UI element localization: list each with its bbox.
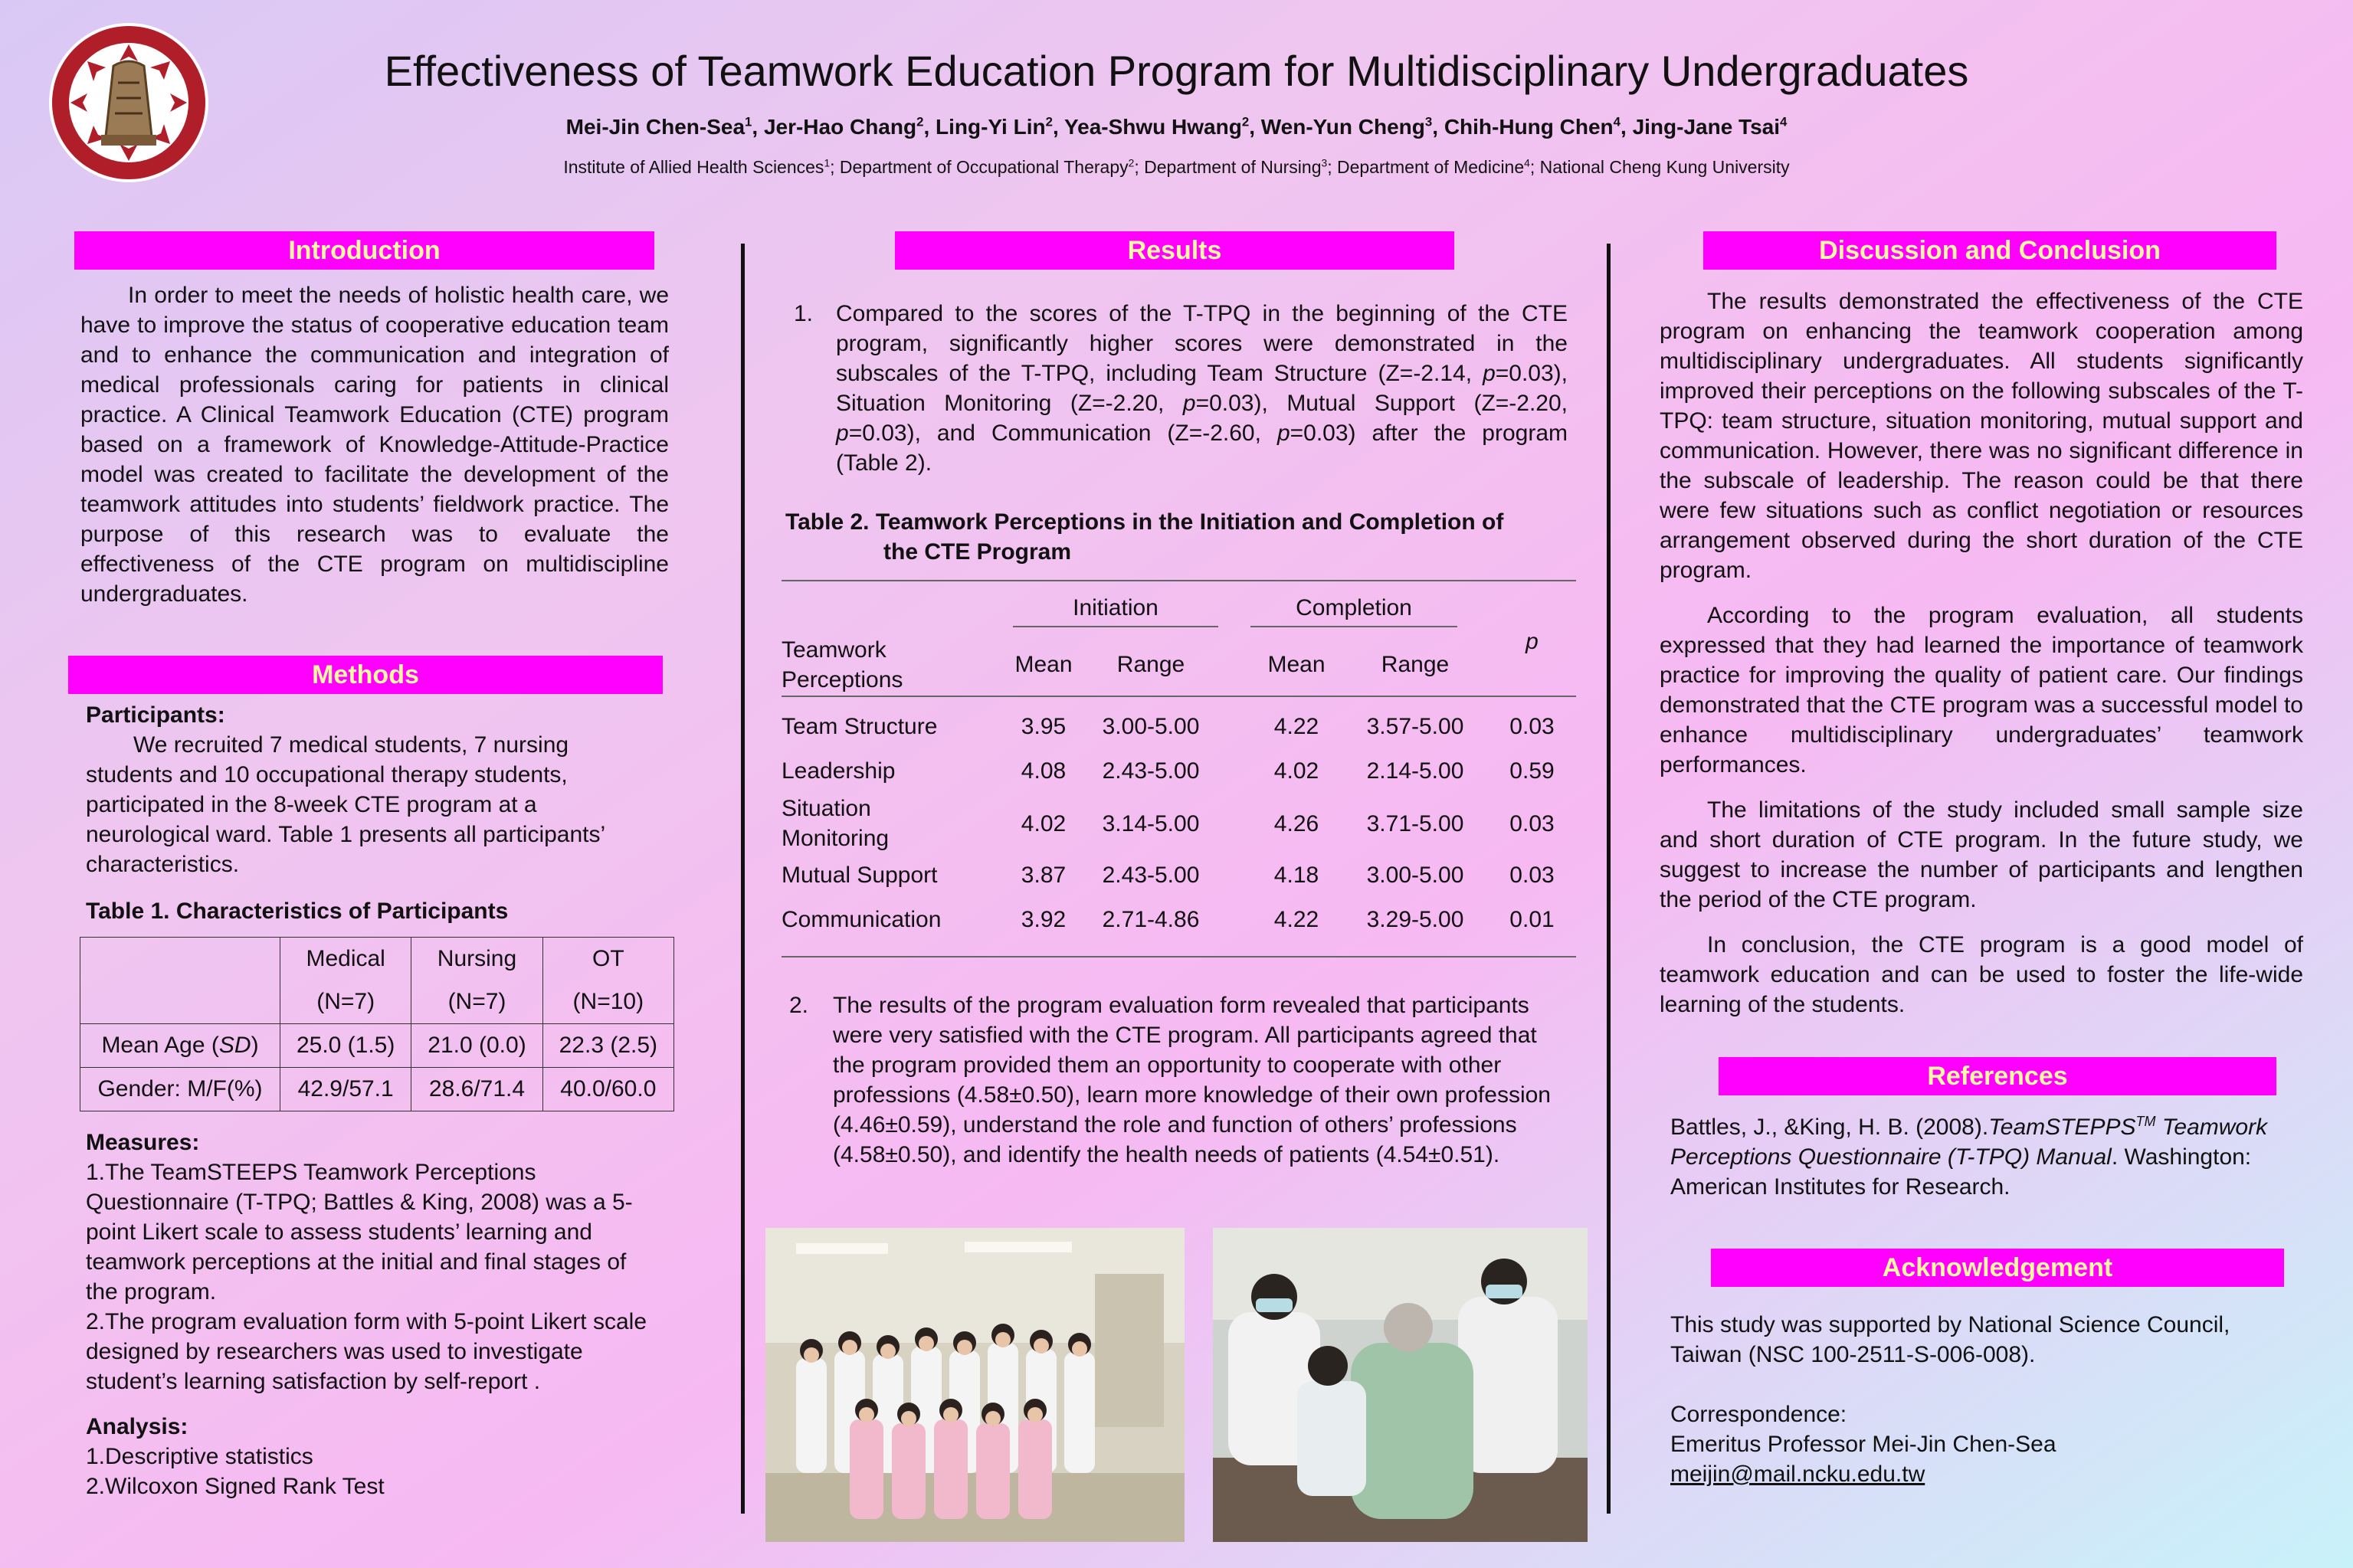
- table2-caption-line1: Table 2. Teamwork Perceptions in the Initiation and Completion of: [785, 509, 1504, 535]
- table2-init-mean: 3.92: [1021, 907, 1067, 932]
- table2-row-label: Situation Monitoring: [782, 796, 890, 851]
- affiliation-name: Department of Occupational Therapy: [839, 157, 1129, 177]
- discussion-paragraph-3: The limitations of the study included small sample size and short duration of CTE program. In the future study, we suggest to increase the number of participants and lengthen the period of the CTE program.: [1660, 797, 2303, 912]
- analysis-label: Analysis:: [86, 1414, 188, 1439]
- table1-corner-cell: [80, 938, 280, 1024]
- table2-comp-mean: 4.02: [1273, 758, 1319, 784]
- author-affiliation-marker: 1: [745, 114, 752, 129]
- affiliation-name: Department of Nursing: [1144, 157, 1322, 177]
- poster-title: Effectiveness of Teamwork Education Program for Multidisciplinary Undergraduates: [384, 47, 1969, 95]
- table-row: [782, 696, 1576, 749]
- table-row: [782, 853, 1576, 898]
- email-link[interactable]: meijin@mail.ncku.edu.tw: [1670, 1462, 1925, 1487]
- analysis-item-1: 1.Descriptive statistics: [86, 1444, 313, 1469]
- reference-title-a: TeamSTEPPS: [1988, 1115, 2136, 1140]
- table2-comp-range: 3.00-5.00: [1366, 863, 1464, 888]
- author-name: Ling-Yi Lin: [936, 115, 1046, 139]
- introduction-text: In order to meet the needs of holistic health care, we have to improve the status of cooperative education team and to enhance the communication and integration of medical professionals caring for patients in clinical practice. A Clinical Teamwork Education (CTE) program based on a framework of Knowledge-Attitude-Practice model was created to facilitate the development of the teamwork attitudes into students’ fieldwork practice. The purpose of this research was to evaluate the effectiveness of the CTE program on multidiscipline undergraduates.: [80, 283, 669, 607]
- table1-cell: 42.9/57.1: [280, 1068, 411, 1111]
- results-item-1-text: Compared to the scores of the T-TPQ in the beginning of the CTE program, significantly higher scores were demonstrated in the subscales of the T-TPQ, including Team Structure (Z=-2.14, p=0.03), Situation Monitoring (Z=-2.20, p=0.03), Mutual Support (Z=-2.20, p=0.03), and Communication (Z=-2.60, p=0.03) after the program (Table 2).: [836, 301, 1568, 476]
- table1-header-row: [80, 938, 674, 981]
- author-name: Jing-Jane Tsai: [1632, 115, 1780, 139]
- author-affiliation-marker: 2: [1241, 114, 1250, 129]
- table2-col-init-mean: Mean: [1014, 652, 1073, 677]
- table2-comp-mean: 4.22: [1273, 907, 1319, 932]
- table2-p-value: 0.59: [1509, 758, 1555, 784]
- table2-init-mean: 3.87: [1021, 863, 1067, 888]
- table2-col-comp-mean: Mean: [1267, 652, 1326, 677]
- discussion-heading: Discussion and Conclusion: [1703, 231, 2276, 270]
- affiliation-list: Institute of Allied Health Sciences$^1$; Department of Occupational Therapy$^2$; Department of Nursing$^3$; Department of Medicine$^4$; National Cheng Kung University: [563, 157, 1790, 177]
- table2-p-value: 0.03: [1509, 863, 1555, 888]
- author-affiliation-marker: 2: [916, 114, 924, 129]
- acknowledgement-support: This study was supported by National Science Council, Taiwan (NSC 100-2511-S-006-008).: [1670, 1312, 2230, 1367]
- author-list: Mei-Jin Chen-Sea$^1$, Jer-Hao Chang$^2$, Ling-Yi Lin$^2$, Yea-Shwu Hwang$^2$, Wen-Yun Cheng$^3$, Chih-Hung Chen$^4$, Jing-Jane Tsai$^4$: [565, 114, 1788, 139]
- table2-init-range: 3.00-5.00: [1102, 714, 1200, 739]
- table2-comp-mean: 4.18: [1273, 863, 1319, 888]
- table2-init-range: 2.43-5.00: [1102, 863, 1200, 888]
- table1-cell: 25.0 (1.5): [280, 1024, 411, 1068]
- table2-p-value: 0.01: [1509, 907, 1555, 932]
- table-row: [80, 1024, 674, 1068]
- table2-bottom-rule: [782, 956, 1576, 957]
- reference-entry: [1670, 1112, 2329, 1202]
- table1-cell: 28.6/71.4: [411, 1068, 542, 1111]
- table1-row-label-gender: Gender: M/F(%): [80, 1068, 280, 1111]
- table2-col-label: Teamwork Perceptions: [782, 637, 903, 692]
- table1-cell: 40.0/60.0: [542, 1068, 673, 1111]
- author-affiliation-marker: 3: [1424, 114, 1433, 129]
- table2-comp-range: 2.14-5.00: [1366, 758, 1464, 784]
- table2-col-comp-range: Range: [1381, 652, 1450, 677]
- discussion-paragraph-2: According to the program evaluation, all students expressed that they had learned the importance of teamwork practice for improving the quality of patient care. Our findings demonstrated that the CTE program was a successful model to enhance multidisciplinary undergraduates’ teamwork performances.: [1660, 603, 2303, 777]
- affiliation-name: Department of Medicine: [1336, 157, 1525, 177]
- table1-n-medical: (N=7): [280, 980, 411, 1024]
- university-name: National Cheng Kung University: [1539, 157, 1790, 177]
- table1-n-ot: (N=10): [542, 980, 673, 1024]
- table1-row-label-age: Mean Age (SD): [80, 1024, 280, 1068]
- table2-caption-line2: the CTE Program: [883, 539, 1072, 565]
- table1-col-nursing: Nursing: [411, 938, 542, 981]
- clinical-practice-photo: [1213, 1228, 1588, 1542]
- results-heading: Results: [895, 231, 1454, 270]
- results-item-1: 1. Compared to the scores of the T-TPQ in the beginning of the CTE program, significantly higher scores were demonstrated in the subscales of the T-TPQ, including Team Structure (Z=-2.14, p=0.03), Situation Monitoring (Z=-2.20, p=0.03), Mutual Support (Z=-2.20, p=0.03), and Communication (Z=-2.60, p=0.03) after the program (Table 2).: [794, 299, 1568, 478]
- table2-caption: [785, 507, 1575, 567]
- table2-comp-mean: 4.26: [1273, 810, 1319, 836]
- table2-row-label: Leadership: [782, 758, 896, 784]
- table1-cell: 21.0 (0.0): [411, 1024, 542, 1068]
- table2-col-p: p: [1526, 629, 1539, 654]
- measure-item-2: 2.The program evaluation form with 5-point Likert scale designed by researchers was used to investigate student’s learning satisfaction by self-report .: [86, 1309, 647, 1394]
- table2-row-label: Communication: [782, 907, 942, 932]
- table1-cell: 22.3 (2.5): [542, 1024, 673, 1068]
- measures-block: [86, 1128, 662, 1501]
- table2-comp-mean: 4.22: [1273, 714, 1319, 739]
- table1-col-medical: Medical: [280, 938, 411, 981]
- affiliation-marker: 1: [824, 157, 831, 169]
- affiliation-marker: 2: [1128, 157, 1135, 169]
- table2-init-mean: 3.95: [1021, 714, 1067, 739]
- table2-group-row: [782, 588, 1576, 634]
- reference-authors: Battles, J., &King, H. B. (2008).: [1670, 1115, 1989, 1140]
- author-affiliation-marker: 4: [1613, 114, 1621, 129]
- table2-comp-range: 3.57-5.00: [1366, 714, 1464, 739]
- reference-publisher: . Washington: American Institutes for Research.: [1670, 1144, 2252, 1200]
- table2-comp-range: 3.29-5.00: [1366, 907, 1464, 932]
- table-row: [80, 1068, 674, 1111]
- reference-title-b: Teamwork Perceptions Questionnaire (T-TPQ) Manual: [1670, 1115, 2268, 1170]
- table1-n-nursing: (N=7): [411, 980, 542, 1024]
- table2-col-init-range: Range: [1116, 652, 1185, 677]
- participants-block: [86, 700, 622, 879]
- group-photo: [765, 1228, 1185, 1542]
- correspondence-label: Correspondence:: [1670, 1402, 1847, 1427]
- table-participants: [80, 937, 674, 1111]
- author-name: Wen-Yun Cheng: [1260, 115, 1425, 139]
- column-divider-right: [1607, 244, 1611, 1514]
- author-name: Mei-Jin Chen-Sea: [565, 115, 746, 139]
- analysis-item-2: 2.Wilcoxon Signed Rank Test: [86, 1474, 385, 1499]
- table-row: [782, 749, 1576, 794]
- results-item-2: 2. The results of the program evaluation form revealed that participants were very satisfied with the CTE program. All participants agreed that the program provided them an opportunity to cooperate with other professions (4.58±0.50), learn more knowledge of their own profession (4.46±0.59), understand the role and function of others’ professions (4.58±0.50), and identify the health needs of patients (4.54±0.51).: [789, 990, 1555, 1170]
- measure-item-1: 1.The TeamSTEEPS Teamwork Perceptions Questionnaire (T-TPQ; Battles & King, 2008) was a 5-point Likert scale to assess students’ learning and teamwork perceptions at the initial and final stages of the program.: [86, 1160, 633, 1304]
- participants-label: Participants:: [86, 702, 225, 728]
- affiliation-name: Institute of Allied Health Sciences: [563, 157, 824, 177]
- discussion-paragraph-1: The results demonstrated the effectiveness of the CTE program on enhancing the teamwork cooperation among multidisciplinary undergraduates. All students significantly improved their perceptions on the following subscales of the T-TPQ: team structure, situation monitoring, mutual support and communication. However, there was no significant difference in the subscale of leadership. The reason could be that there were few situations such as conflict negotiation or resources arrangement observed during the short duration of the CTE program.: [1660, 289, 2303, 583]
- column-divider-left: [741, 244, 745, 1514]
- affiliation-marker: 3: [1321, 157, 1328, 169]
- table1-caption: Table 1. Characteristics of Participants: [86, 899, 509, 924]
- author-affiliation-marker: 4: [1780, 114, 1788, 129]
- table2-top-rule: [782, 580, 1576, 581]
- table2-group-initiation: Initiation: [1013, 595, 1218, 627]
- table2-header-row: [782, 634, 1576, 696]
- discussion-paragraph-4: In conclusion, the CTE program is a good model of teamwork education and can be used to foster the life-wide learning of the students.: [1660, 932, 2303, 1017]
- introduction-heading: Introduction: [74, 231, 654, 270]
- author-name: Yea-Shwu Hwang: [1064, 115, 1242, 139]
- table-row: [782, 898, 1576, 942]
- table2-p-value: 0.03: [1509, 714, 1555, 739]
- reference-tm: TM: [2135, 1114, 2156, 1129]
- author-affiliation-marker: 2: [1045, 114, 1053, 129]
- table2-comp-range: 3.71-5.00: [1366, 810, 1464, 836]
- measures-label: Measures:: [86, 1130, 200, 1155]
- table2-row-label: Mutual Support: [782, 863, 938, 888]
- methods-heading: Methods: [68, 656, 663, 694]
- table2-init-mean: 4.08: [1021, 758, 1067, 784]
- table2-init-mean: 4.02: [1021, 810, 1067, 836]
- table-row: [782, 794, 1576, 853]
- table2-p-value: 0.03: [1509, 810, 1555, 836]
- table-teamwork-perceptions: [782, 588, 1576, 942]
- discussion-block: [1660, 286, 2303, 1020]
- table2-init-range: 3.14-5.00: [1102, 810, 1200, 836]
- correspondence-name: Emeritus Professor Mei-Jin Chen-Sea: [1670, 1432, 2056, 1457]
- table1-col-ot: OT: [542, 938, 673, 981]
- affiliation-marker: 4: [1524, 157, 1530, 169]
- participants-text: We recruited 7 medical students, 7 nursing students and 10 occupational therapy students, participated in the 8-week CTE program at a neurological ward. Table 1 presents all participants’ characteristics.: [86, 732, 605, 877]
- table2-init-range: 2.43-5.00: [1102, 758, 1200, 784]
- table2-init-range: 2.71-4.86: [1102, 907, 1200, 932]
- table2-row-label: Team Structure: [782, 714, 938, 739]
- results-item-2-text: The results of the program evaluation form revealed that participants were very satisfied with the CTE program. All participants agreed that the program provided them an opportunity to cooperate with other professions (4.58±0.50), learn more knowledge of their own profession (4.46±0.59), understand the role and function of others’ professions (4.58±0.50), and identify the health needs of patients (4.54±0.51).: [833, 993, 1551, 1167]
- author-name: Jer-Hao Chang: [763, 115, 917, 139]
- table2-group-completion: Completion: [1250, 595, 1457, 627]
- author-name: Chih-Hung Chen: [1444, 115, 1614, 139]
- acknowledgement-block: [1670, 1310, 2299, 1489]
- acknowledgement-heading: Acknowledgement: [1711, 1249, 2284, 1287]
- references-heading: References: [1719, 1057, 2276, 1095]
